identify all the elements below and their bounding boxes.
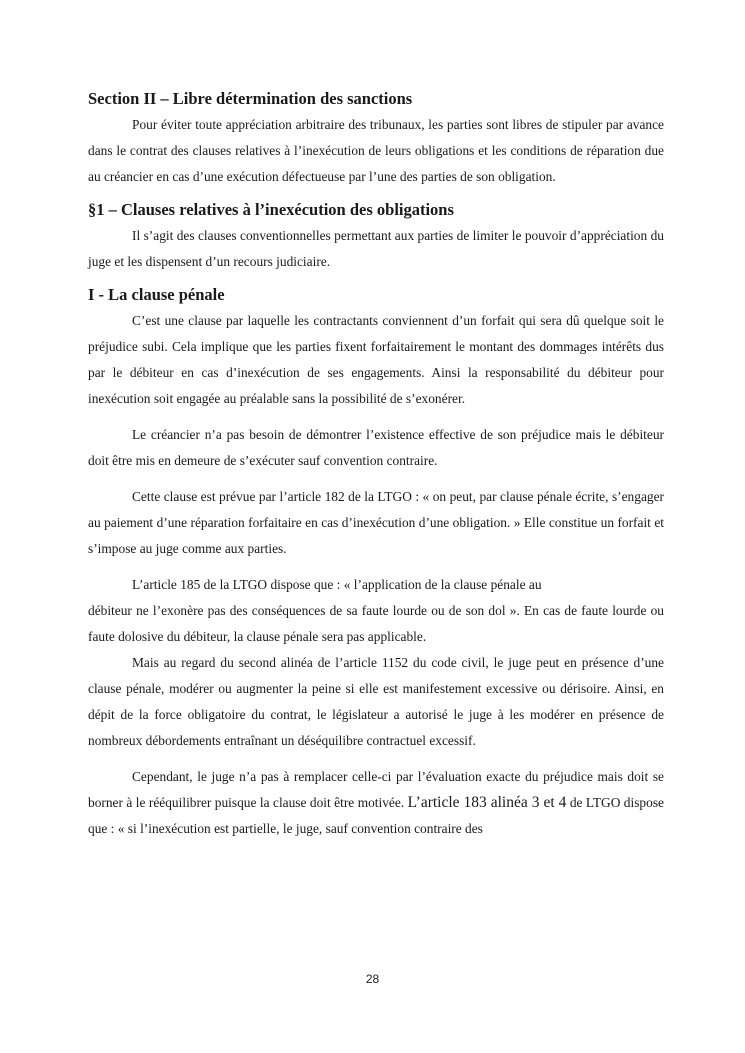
paragraph-6-article: L’article 183 alinéa 3 et 4: [407, 794, 567, 811]
clause-penale-heading: I - La clause pénale: [88, 285, 225, 304]
clause-penale-paragraph-4-rest: débiteur ne l’exonère pas des conséquences de sa faute lourde ou de son dol ». En cas de faute lourde ou faute dolosive du débiteur, la clause pénale sera pas applicable.: [88, 603, 664, 644]
clause-penale-paragraph-4-line1: L’article 185 de la LTGO dispose que : « l’application de la clause pénale au: [132, 577, 542, 592]
paragraph-6-end: de LTGO dispose que : « si l’inexécution est partielle, le juge, sauf convention contraire des: [88, 795, 664, 836]
page-number: 28: [365, 972, 380, 986]
subsection-paragraph: Il s’agit des clauses conventionnelles permettant aux parties de limiter le pouvoir d’appréciation du juge et les dispensent d’un recours judiciaire.: [88, 228, 664, 269]
section-heading: Section II – Libre détermination des sanctions: [88, 89, 413, 108]
clause-penale-paragraph-2: Le créancier n’a pas besoin de démontrer l’existence effective de son préjudice mais le débiteur doit être mis en demeure de s’exécuter sauf convention contraire.: [88, 427, 664, 468]
subsection-heading: §1 – Clauses relatives à l’inexécution des obligations: [88, 200, 454, 219]
section-paragraph: Pour éviter toute appréciation arbitraire des tribunaux, les parties sont libres de stipuler par avance dans le contrat des clauses relatives à l’inexécution de leurs obligations et les conditions de réparation due au créancier en cas d’une exécution défectueuse par l’une des parties de son obligation.: [88, 117, 664, 184]
clause-penale-paragraph-6: [88, 764, 664, 842]
document-page: [88, 86, 664, 842]
clause-penale-paragraph-3: Cette clause est prévue par l’article 182 de la LTGO : « on peut, par clause pénale écrite, s’engager au paiement d’une réparation forfaitaire en cas d’inexécution d’une obligation. » Elle constitue un forfait et s’impose au juge comme aux parties.: [88, 489, 664, 556]
clause-penale-paragraph-5: Mais au regard du second alinéa de l’article 1152 du code civil, le juge peut en présence d’une clause pénale, modérer ou augmenter la peine si elle est manifestement excessive ou dérisoire. Ainsi, en dépit de la force obligatoire du contrat, le législateur a autorisé le juge à les modérer en présence de nombreux débordements entraînant un déséquilibre contractuel excessif.: [88, 655, 664, 748]
clause-penale-paragraph-1: C’est une clause par laquelle les contractants conviennent d’un forfait qui sera dû quelque soit le préjudice subi. Cela implique que les parties fixent forfaitairement le montant des dommages intérêts dus par le débiteur en cas d’inexécution de ses engagements. Ainsi la responsabilité du débiteur pour inexécution soit engagée au préalable sans la possibilité de s’exonérer.: [88, 313, 664, 406]
paragraph-6-start: Cependant, le juge n’a pas à remplacer celle-ci par l’évaluation exacte du préjudice mais doit se borner à le rééquilibrer puisque la clause doit être motivée.: [88, 769, 664, 810]
